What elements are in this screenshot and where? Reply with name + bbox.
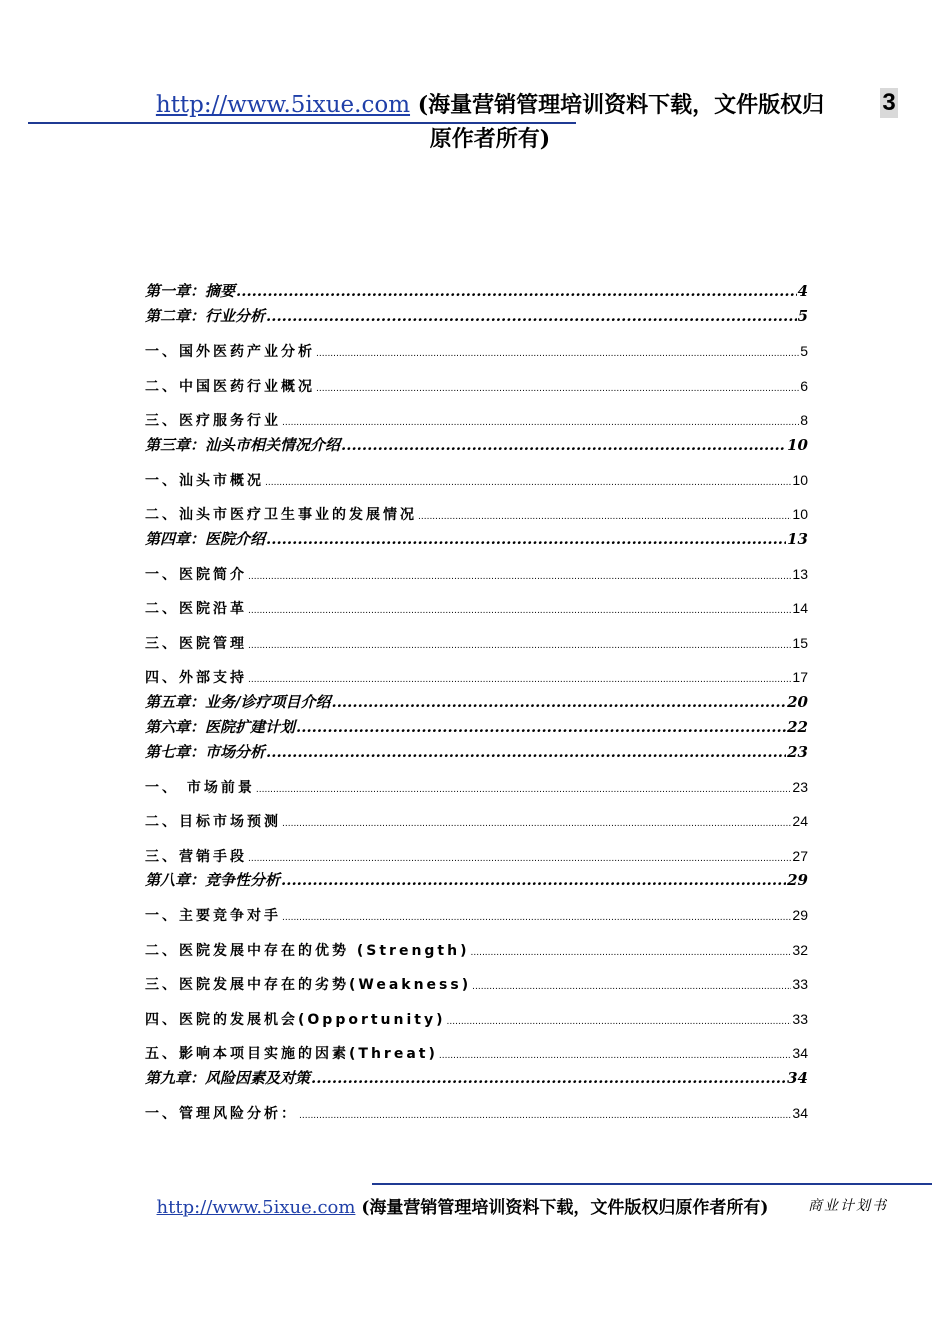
toc-entry-label: 一、汕头市概况 [145, 472, 264, 489]
toc-entry-page: 34 [792, 1045, 808, 1061]
toc-entry-label: 一、国外医药产业分析 [145, 344, 315, 360]
toc-entry-page: 14 [792, 600, 808, 616]
toc-section-entry[interactable] [145, 553, 808, 588]
toc-chapter-entry[interactable] [145, 280, 808, 305]
toc-entry-label: 第四章：医院介绍 [145, 529, 266, 548]
toc-entry-label: 第五章：业务/诊疗项目介绍 [145, 692, 331, 711]
toc-entry-label: 三、医院发展中存在的劣势(Weakness) [145, 977, 472, 993]
toc-entry-label: 二、目标市场预测 [145, 814, 281, 830]
toc-entry-page: 34 [787, 1068, 808, 1087]
toc-entry-page: 34 [792, 1104, 808, 1121]
toc-section-entry[interactable] [145, 929, 808, 964]
toc-dot-leader [281, 871, 786, 889]
toc-dot-leader [341, 436, 786, 454]
toc-entry-label: 第七章：市场分析 [145, 742, 266, 761]
toc-entry-page: 10 [787, 435, 808, 454]
toc-dot-leader [266, 743, 786, 761]
toc-entry-label: 第九章：风险因素及对策 [145, 1068, 311, 1087]
toc-dot-leader [256, 777, 792, 803]
toc-dot-leader [331, 693, 786, 711]
toc-entry-page: 8 [800, 412, 808, 428]
toc-dot-leader [316, 341, 799, 367]
toc-dot-leader [248, 633, 791, 659]
toc-section-entry[interactable] [145, 998, 808, 1033]
toc-entry-page: 33 [792, 1010, 808, 1027]
toc-entry-label: 三、医院管理 [145, 635, 247, 652]
header-url-link[interactable]: http://www.5ixue.com [155, 92, 411, 118]
toc-entry-label: 五、影响本项目实施的因素(Threat) [145, 1046, 438, 1062]
header-notice: (海量营销管理培训资料下载，文件版权归原作者所有) [417, 92, 825, 152]
toc-section-entry[interactable] [145, 459, 808, 494]
toc-entry-label: 三、医疗服务行业 [145, 413, 281, 429]
toc-entry-label: 三、营销手段 [145, 848, 247, 865]
toc-entry-page: 33 [792, 976, 808, 992]
toc-section-entry[interactable] [145, 587, 808, 622]
footer-notice: (海量营销管理培训资料下载，文件版权归原作者所有) [361, 1198, 769, 1218]
toc-entry-label: 第六章：医院扩建计划 [145, 717, 296, 736]
toc-section-entry[interactable] [145, 399, 808, 434]
toc-entry-page: 5 [797, 307, 808, 325]
toc-chapter-entry[interactable] [145, 1067, 808, 1092]
toc-entry-label: 一、医院简介 [145, 566, 247, 583]
page-header [150, 88, 830, 156]
footer-url-link[interactable]: http://www.5ixue.com [156, 1197, 356, 1218]
toc-entry-label: 第二章：行业分析 [145, 307, 266, 325]
toc-entry-page: 5 [800, 343, 808, 359]
toc-section-entry[interactable] [145, 622, 808, 657]
table-of-contents [145, 280, 808, 1126]
toc-dot-leader [472, 974, 791, 1000]
toc-dot-leader [266, 530, 786, 548]
toc-dot-leader [248, 667, 791, 693]
toc-chapter-entry[interactable] [145, 869, 808, 894]
toc-section-entry[interactable] [145, 894, 808, 929]
toc-dot-leader [471, 940, 792, 966]
toc-entry-page: 13 [792, 565, 808, 582]
toc-dot-leader [439, 1043, 792, 1069]
toc-dot-leader [311, 1069, 786, 1087]
toc-entry-page: 20 [787, 692, 808, 711]
toc-chapter-entry[interactable] [145, 305, 808, 330]
toc-entry-page: 15 [792, 634, 808, 651]
toc-entry-label: 四、外部支持 [145, 670, 247, 686]
toc-dot-leader [282, 410, 799, 436]
toc-entry-page: 4 [797, 282, 808, 300]
toc-dot-leader [282, 905, 791, 931]
page-footer [140, 1194, 785, 1222]
toc-entry-page: 17 [792, 669, 808, 685]
toc-entry-page: 10 [792, 471, 808, 488]
toc-entry-label: 第一章：摘要 [145, 282, 236, 300]
toc-dot-leader [296, 718, 786, 736]
toc-chapter-entry[interactable] [145, 528, 808, 553]
toc-dot-leader [248, 846, 791, 872]
page-number: 3 [880, 88, 898, 118]
toc-entry-label: 第八章：竞争性分析 [145, 871, 281, 889]
toc-entry-label: 一、 市场前景 [145, 779, 255, 796]
toc-chapter-entry[interactable] [145, 716, 808, 741]
toc-entry-page: 22 [787, 717, 808, 736]
toc-chapter-entry[interactable] [145, 434, 808, 459]
toc-section-entry[interactable] [145, 800, 808, 835]
toc-entry-label: 二、医院沿革 [145, 601, 247, 617]
toc-dot-leader [418, 504, 791, 530]
toc-entry-page: 6 [800, 377, 808, 394]
toc-section-entry[interactable] [145, 365, 808, 400]
toc-section-entry[interactable] [145, 835, 808, 870]
toc-entry-page: 23 [787, 742, 808, 761]
toc-entry-label: 一、主要竞争对手 [145, 908, 281, 924]
toc-entry-page: 27 [792, 847, 808, 864]
toc-dot-leader [299, 1103, 791, 1129]
toc-entry-label: 四、医院的发展机会(Opportunity) [145, 1011, 446, 1028]
toc-section-entry[interactable] [145, 330, 808, 365]
toc-entry-page: 10 [792, 506, 808, 522]
footer-doc-type: 商业计划书 [808, 1198, 888, 1214]
toc-dot-leader [248, 598, 791, 624]
toc-entry-label: 二、中国医药行业概况 [145, 378, 315, 395]
toc-entry-label: 第三章：汕头市相关情况介绍 [145, 435, 341, 454]
toc-chapter-entry[interactable] [145, 691, 808, 716]
toc-entry-page: 32 [792, 941, 808, 958]
toc-dot-leader [266, 307, 797, 325]
toc-dot-leader [248, 564, 791, 590]
toc-section-entry[interactable] [145, 493, 808, 528]
toc-dot-leader [265, 470, 791, 496]
footer-rule [372, 1183, 932, 1185]
toc-section-entry[interactable] [145, 963, 808, 998]
toc-dot-leader [236, 282, 797, 300]
toc-entry-label: 二、医院发展中存在的优势 (Strength) [145, 942, 470, 959]
toc-entry-page: 23 [792, 778, 808, 795]
toc-entry-page: 13 [787, 529, 808, 548]
toc-entry-label: 一、管理风险分析： [145, 1105, 298, 1122]
toc-entry-label: 二、汕头市医疗卫生事业的发展情况 [145, 507, 417, 523]
toc-section-entry[interactable] [145, 766, 808, 801]
toc-section-entry[interactable] [145, 1032, 808, 1067]
toc-section-entry[interactable] [145, 656, 808, 691]
toc-entry-page: 29 [792, 907, 808, 923]
toc-dot-leader [316, 376, 799, 402]
toc-dot-leader [282, 811, 791, 837]
toc-dot-leader [447, 1009, 792, 1035]
toc-entry-page: 24 [792, 813, 808, 829]
toc-section-entry[interactable] [145, 1092, 808, 1127]
toc-entry-page: 29 [787, 871, 808, 889]
toc-chapter-entry[interactable] [145, 741, 808, 766]
